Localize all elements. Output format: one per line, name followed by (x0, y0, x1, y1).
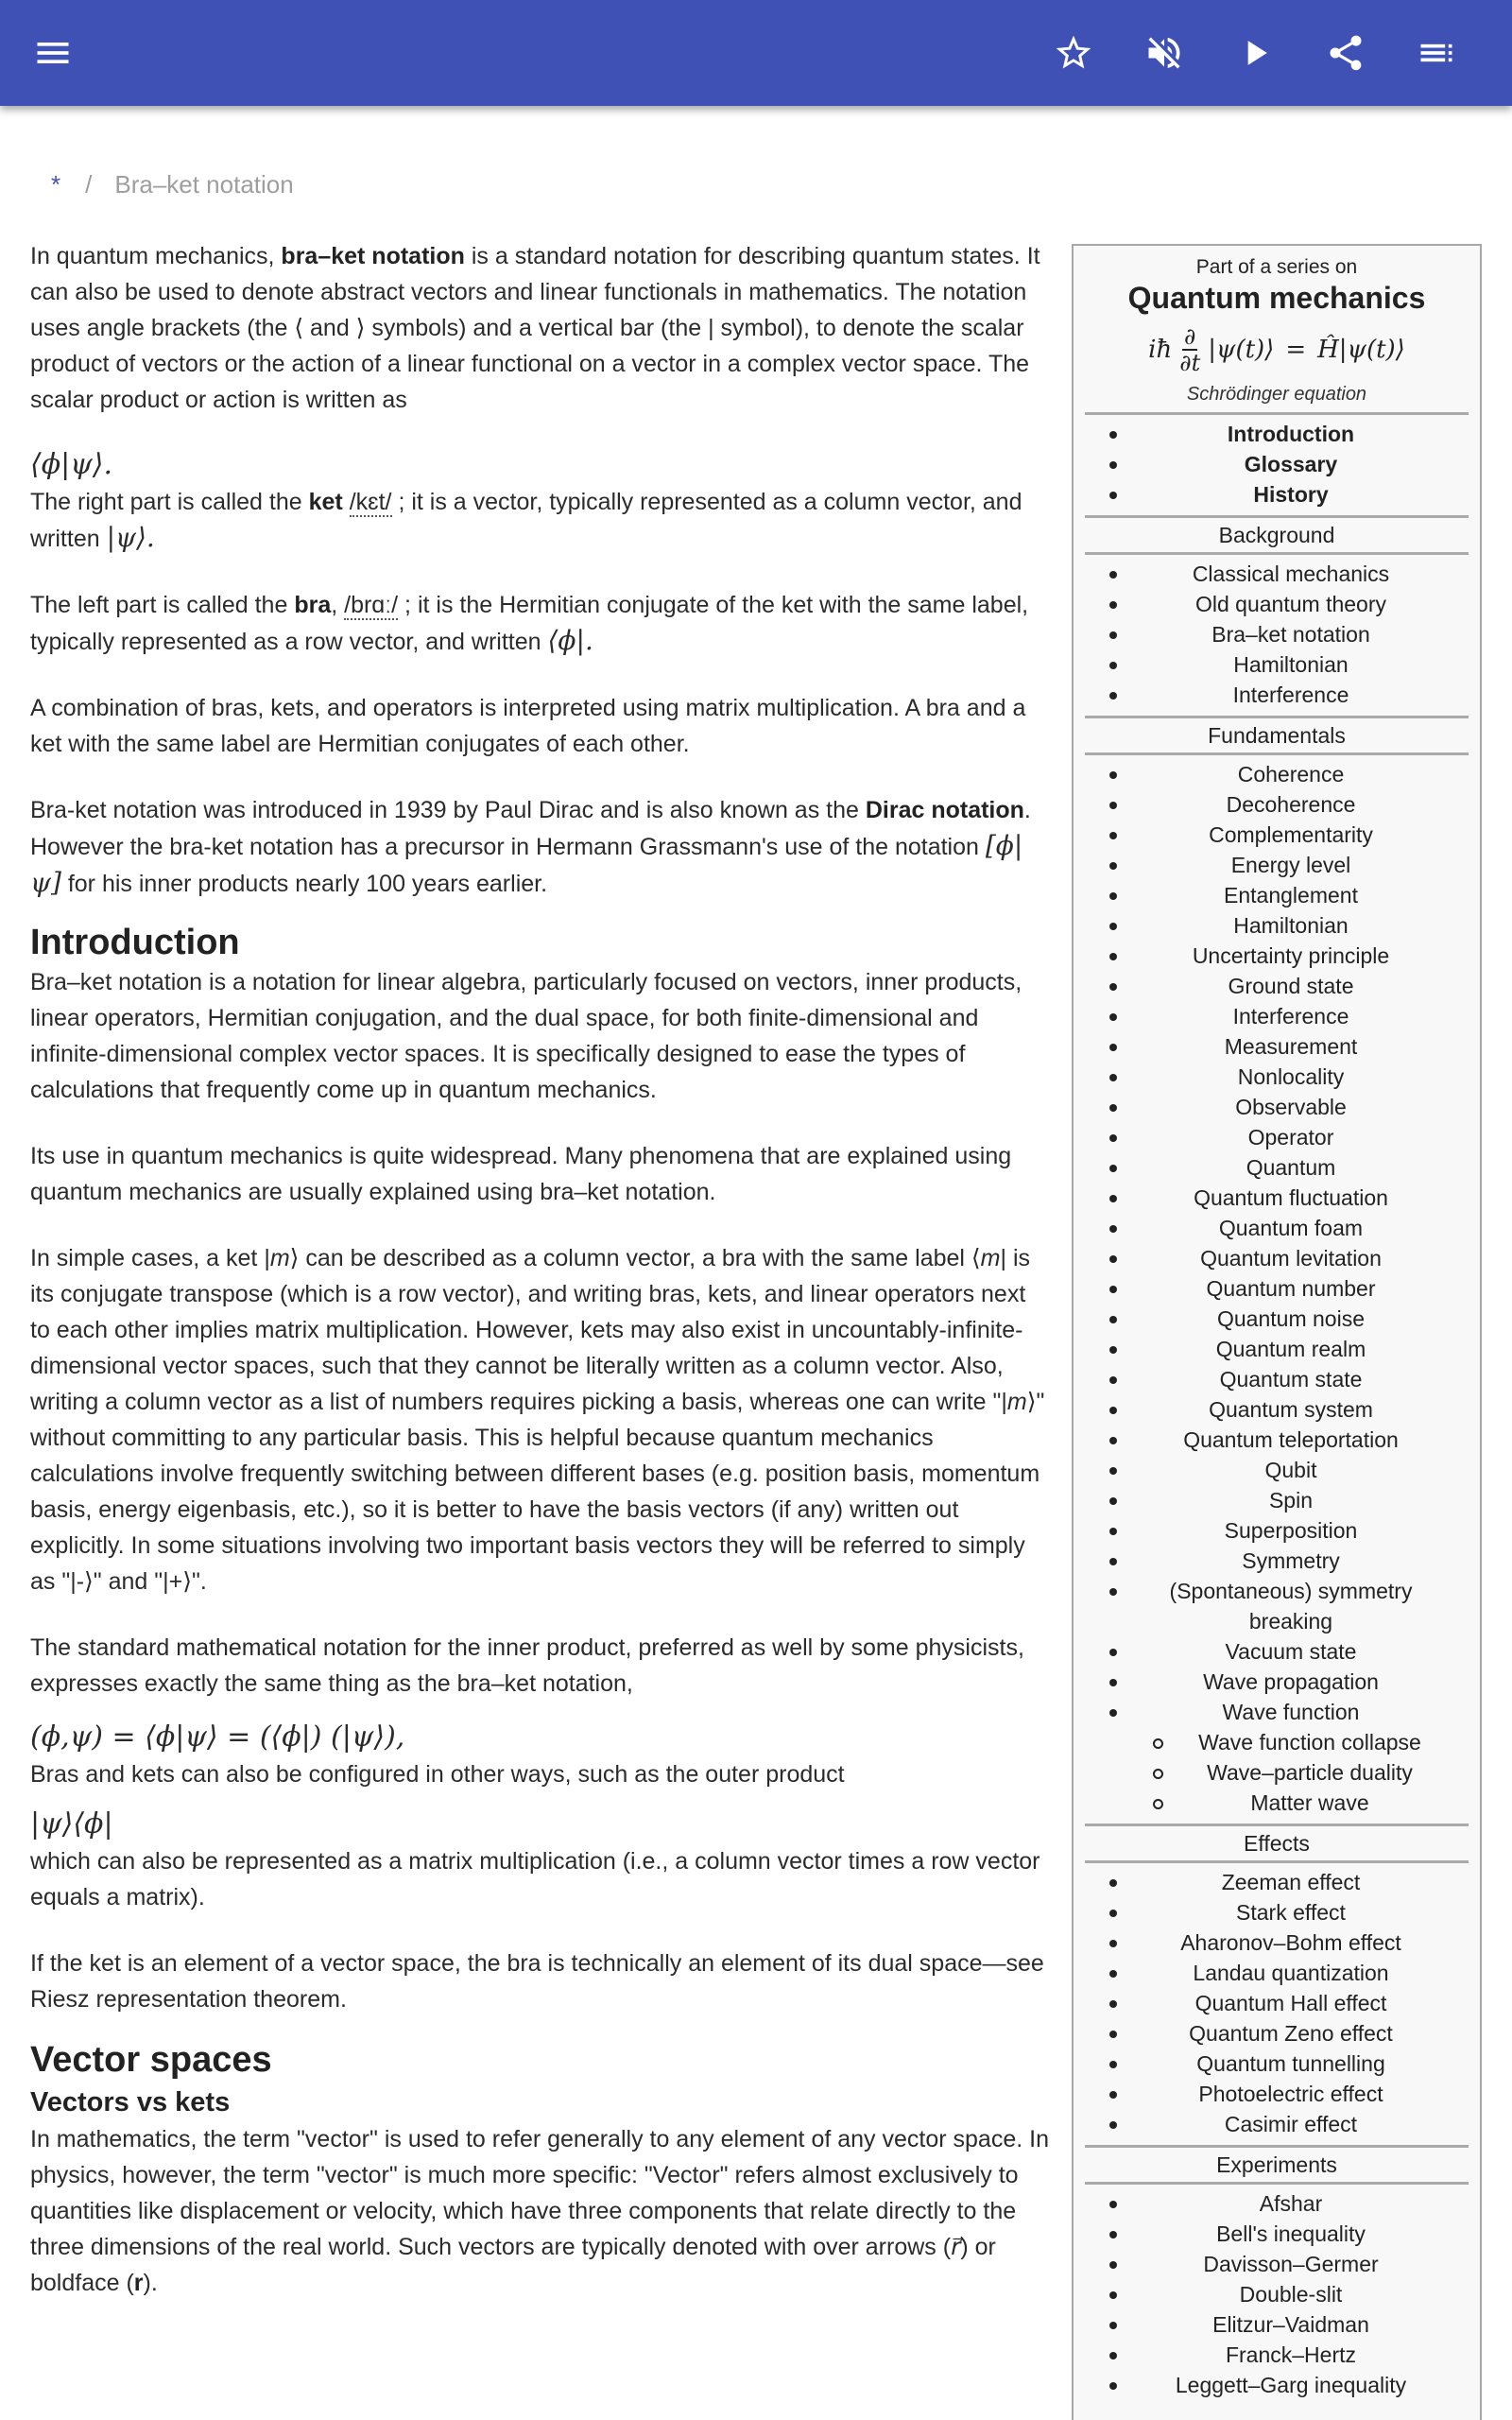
series-link-label: Quantum foam (1218, 1216, 1364, 1240)
series-link[interactable] (1074, 1031, 1480, 1062)
series-link-label: Matter wave (1250, 1790, 1369, 1815)
series-link-label: Decoherence (1226, 792, 1356, 817)
series-link-label: Spin (1268, 1488, 1314, 1512)
series-link-label: Franck–Hertz (1225, 2342, 1357, 2367)
series-link[interactable] (1074, 1425, 1480, 1455)
series-link[interactable] (1074, 1927, 1480, 1958)
breadcrumb-separator: / (85, 170, 93, 199)
divider (1085, 752, 1469, 755)
bookmark-button[interactable] (1043, 23, 1104, 83)
series-title[interactable]: Quantum mechanics (1127, 281, 1426, 315)
series-link-label: Hamiltonian (1233, 652, 1349, 677)
series-link[interactable] (1074, 2048, 1480, 2079)
breadcrumb-current: Bra–ket notation (114, 170, 294, 199)
series-groups (1074, 515, 1480, 2400)
introduction-paragraph-2: Its use in quantum mechanics is quite widespread. Many phenomena that are explained using quantum mechanics are usually explained using bra–ket notation. (30, 1143, 1012, 1205)
series-link[interactable] (1074, 2279, 1480, 2309)
series-link[interactable] (1074, 1867, 1480, 1897)
series-link-history[interactable] (1074, 479, 1480, 510)
series-link-label: Casimir effect (1224, 2112, 1358, 2136)
menu-icon (32, 32, 74, 74)
series-link[interactable] (1074, 850, 1480, 880)
equation-rhs: Ĥ|ψ(t)⟩ (1317, 336, 1405, 364)
series-link[interactable] (1074, 2109, 1480, 2139)
series-link[interactable] (1074, 1636, 1480, 1667)
series-link[interactable] (1074, 1546, 1480, 1576)
series-link-label: Glossary (1244, 452, 1338, 476)
series-link-label: Double-slit (1239, 2282, 1343, 2307)
introduction-paragraph-7: If the ket is an element of a vector space, the bra is technically an element of its dual space—see Riesz representation theorem. (30, 1950, 1044, 2013)
series-link[interactable] (1074, 1897, 1480, 1927)
series-link-label: Stark effect (1236, 1900, 1346, 1925)
series-link-label: Quantum teleportation (1183, 1427, 1399, 1452)
series-link[interactable] (1074, 1485, 1480, 1515)
introduction-paragraph-4: The standard mathematical notation for the inner product, preferred as well by some physicists, expresses exactly the same thing as the bra–ket notation, (30, 1634, 1024, 1697)
introduction-paragraph-3: In simple cases, a ket |m⟩ can be described as a column vector, a bra with the same label ⟨m| is its conjugate transpose (which is a row vector), and writing bras, kets, and linear operators next to each other implies matrix multiplication. However, kets may also exist in uncountably-infinite-dimensional vector spaces, such that they cannot be literally written as a column vector. Also, writing a column vector as a list of numbers requires picking a basis, whereas one can write "|m⟩" without committing to any particular basis. This is helpful because quantum mechanics calculations involve frequently switching between different bases (e.g. position basis, momentum basis, energy eigenbasis, etc.), so it is better to have the basis vectors (if any) written out explicitly. In some situations involving two important basis vectors they will be referred to simply as "|-⟩" and "|+⟩". (30, 1245, 1045, 1595)
equation-caption[interactable]: Schrödinger equation (1186, 384, 1367, 405)
group-title-effects: Effects (1244, 1831, 1310, 1856)
series-link[interactable] (1074, 680, 1480, 710)
series-link-label: Quantum state (1219, 1367, 1363, 1392)
series-link-label: Entanglement (1224, 883, 1358, 908)
series-link-label: Quantum Zeno effect (1189, 2021, 1393, 2046)
divider (1085, 412, 1469, 415)
ket-pronunciation[interactable]: /kɛt/ (349, 489, 392, 515)
vector-spaces-paragraph-1: In mathematics, the term "vector" is used to refer generally to any element of any vector space. In physics, however, the term "vector" is much more specific: "Vector" refers almost exclusively to quantities like displacement or velocity, which have three components that relate directly to the three dimensions of the real world. Such vectors are typically denoted with over arrows (r⃗) or boldface (r). (30, 2126, 1049, 2296)
series-link[interactable] (1074, 1576, 1480, 1636)
equation-equals: = (1285, 336, 1307, 364)
series-pretitle: Part of a series on (1195, 256, 1358, 278)
top-links-list (1074, 419, 1480, 510)
series-link-label: Complementarity (1209, 822, 1373, 847)
series-link[interactable] (1074, 2249, 1480, 2279)
series-link[interactable] (1074, 1958, 1480, 1988)
series-link-label: Ground state (1228, 974, 1354, 998)
series-link-label: Introduction (1227, 422, 1355, 446)
series-link-label: Quantum tunnelling (1196, 2051, 1385, 2076)
series-link[interactable] (1074, 1213, 1480, 1243)
series-link[interactable] (1074, 1364, 1480, 1394)
series-link[interactable] (1074, 1062, 1480, 1092)
series-link-label: Vacuum state (1225, 1639, 1357, 1664)
series-link-label: Landau quantization (1193, 1961, 1389, 1985)
app-bar (0, 0, 1512, 106)
volume-off-icon (1143, 32, 1185, 74)
toc-button[interactable] (1406, 23, 1467, 83)
heading-vectors-vs-kets: Vectors vs kets (30, 2087, 231, 2118)
series-link[interactable] (1074, 1988, 1480, 2018)
article-body (30, 238, 1051, 2331)
intro-paragraph-combination: A combination of bras, kets, and operators is interpreted using matrix multiplication. A bra and a ket with the same label are Hermitian conjugates of each other. (30, 695, 1026, 757)
series-link[interactable] (1074, 2018, 1480, 2048)
series-link-label: Quantum fluctuation (1194, 1185, 1388, 1210)
series-link-label: Wave propagation (1203, 1669, 1379, 1694)
series-link-label: Quantum (1246, 1155, 1336, 1180)
series-link[interactable] (1074, 589, 1480, 619)
group-title-fundamentals: Fundamentals (1208, 723, 1346, 748)
bra-pronunciation[interactable]: /brɑː/ (344, 592, 399, 618)
share-icon (1325, 32, 1366, 74)
series-link[interactable] (1074, 2188, 1480, 2219)
series-link[interactable] (1074, 880, 1480, 910)
series-link-label: Coherence (1237, 762, 1345, 786)
series-link-label: Superposition (1224, 1518, 1358, 1543)
group-list (1074, 759, 1480, 1818)
series-link-label: Operator (1247, 1125, 1334, 1150)
intro-paragraph-history: Bra-ket notation was introduced in 1939 by Paul Dirac and is also known as the Dirac notation. However the bra-ket notation has a precursor in Hermann Grassmann's use of the notation [ϕ|ψ] for his inner products nearly 100 years earlier. (30, 797, 1031, 898)
equation-prefix: iħ (1148, 336, 1173, 364)
series-link-label: Nonlocality (1237, 1064, 1345, 1089)
mute-button[interactable] (1134, 23, 1194, 83)
series-link[interactable] (1074, 1001, 1480, 1031)
series-link[interactable] (1074, 971, 1480, 1001)
series-infobox (1072, 244, 1482, 2420)
series-link-glossary[interactable] (1074, 449, 1480, 479)
series-sublink[interactable] (1074, 1788, 1480, 1818)
series-link-label: Davisson–Germer (1203, 2252, 1379, 2276)
introduction-paragraph-1: Bra–ket notation is a notation for linear algebra, particularly focused on vectors, inner products, linear operators, Hermitian conjugation, and the dual space, for both finite-dimensional and infinite-dimensional complex vector spaces. It is specifically designed to ease the types of calculations that frequently come up in quantum mechanics. (30, 969, 1022, 1103)
series-link-label: Classical mechanics (1192, 562, 1390, 586)
series-link-label: Wave function collapse (1198, 1730, 1421, 1754)
star-outline-icon (1053, 32, 1094, 74)
divider (1085, 2182, 1469, 2185)
series-link[interactable] (1074, 941, 1480, 971)
introduction-paragraph-5: Bras and kets can also be configured in other ways, such as the outer product (30, 1761, 845, 1788)
share-button[interactable] (1315, 23, 1376, 83)
series-link[interactable] (1074, 759, 1480, 789)
series-link[interactable] (1074, 2079, 1480, 2109)
series-link-label: Old quantum theory (1194, 592, 1386, 616)
series-link[interactable] (1074, 1243, 1480, 1273)
series-link[interactable] (1074, 910, 1480, 941)
series-link-label: Quantum levitation (1200, 1246, 1382, 1270)
group-list (1074, 559, 1480, 710)
schrodinger-equation (1074, 325, 1480, 374)
series-link-label: Qubit (1264, 1458, 1317, 1482)
series-link-label: Interference (1232, 683, 1349, 707)
group-list (1074, 2188, 1480, 2400)
heading-introduction: Introduction (30, 923, 240, 962)
play-icon (1234, 32, 1276, 74)
series-link-label: Wave–particle duality (1207, 1760, 1413, 1785)
divider (1085, 1860, 1469, 1863)
play-button[interactable] (1225, 23, 1285, 83)
series-link-label: Bell's inequality (1216, 2221, 1366, 2246)
series-link-label: Quantum Hall effect (1194, 1991, 1387, 2015)
series-link-label: Bra–ket notation (1211, 622, 1370, 647)
series-link-label: Leggett–Garg inequality (1175, 2373, 1407, 2397)
series-link[interactable] (1074, 1394, 1480, 1425)
series-link-label: Wave function (1222, 1700, 1360, 1724)
menu-button[interactable] (23, 23, 83, 83)
series-link[interactable] (1074, 649, 1480, 680)
series-link[interactable] (1074, 619, 1480, 649)
inner-product-equivalence-formula: (ϕ,ψ) = ⟨ϕ|ψ⟩ = (⟨ϕ|) (|ψ⟩), (30, 1720, 405, 1754)
group-title-background: Background (1218, 523, 1335, 547)
series-link[interactable] (1074, 1092, 1480, 1122)
series-link-label: Elitzur–Vaidman (1212, 2312, 1369, 2337)
series-link[interactable] (1074, 789, 1480, 820)
series-link-label: Photoelectric effect (1198, 2082, 1383, 2106)
series-link-label: Afshar (1259, 2191, 1323, 2216)
outer-product-formula: |ψ⟩⟨ϕ| (30, 1807, 113, 1841)
series-link[interactable] (1074, 559, 1480, 589)
series-link[interactable] (1074, 1152, 1480, 1183)
series-link[interactable] (1074, 1183, 1480, 1213)
series-link[interactable] (1074, 1334, 1480, 1364)
inner-product-formula: ⟨ϕ|ψ⟩. (30, 448, 113, 481)
group-title-experiments: Experiments (1216, 2152, 1337, 2177)
series-link-label: Interference (1232, 1004, 1349, 1028)
equation-lhs: |ψ(t)⟩ (1208, 336, 1275, 364)
series-link[interactable] (1074, 2309, 1480, 2340)
series-link-label: Quantum realm (1215, 1337, 1366, 1361)
series-link-label: Zeeman effect (1221, 1870, 1361, 1894)
series-link-label: Observable (1235, 1095, 1347, 1119)
series-link[interactable] (1074, 2340, 1480, 2370)
series-link[interactable] (1074, 2370, 1480, 2400)
introduction-paragraph-6: which can also be represented as a matrix multiplication (i.e., a column vector times a row vector equals a matrix). (30, 1848, 1040, 1910)
series-link[interactable] (1074, 1697, 1480, 1727)
series-link[interactable] (1074, 1515, 1480, 1546)
series-link-label: Quantum noise (1217, 1306, 1365, 1331)
series-link-label: (Spontaneous) symmetry breaking (1169, 1579, 1413, 1634)
playlist-icon (1416, 32, 1457, 74)
intro-paragraph-ket: The right part is called the ket /kɛt/ ; it is a vector, typically represented as a column vector, and written |ψ⟩. (30, 489, 1022, 553)
series-link[interactable] (1074, 1455, 1480, 1485)
series-link[interactable] (1074, 1122, 1480, 1152)
series-link-label: Measurement (1224, 1034, 1358, 1059)
breadcrumb (51, 170, 294, 199)
series-link-label: Quantum system (1209, 1397, 1373, 1422)
series-link[interactable] (1074, 2219, 1480, 2249)
intro-paragraph-1: In quantum mechanics, bra–ket notation is a standard notation for describing quantum states. It can also be used to denote abstract vectors and linear functionals in mathematics. The notation uses angle brackets (the ⟨ and ⟩ symbols) and a vertical bar (the | symbol), to denote the scalar product of vectors or the action of a linear functional on a vector in a complex vector space. The scalar product or action is written as (30, 243, 1040, 413)
series-link-label: Aharonov–Bohm effect (1180, 1930, 1401, 1955)
series-link[interactable] (1074, 1667, 1480, 1697)
intro-paragraph-bra: The left part is called the bra, /brɑː/ ; it is the Hermitian conjugate of the ket with the same label, typically represented as a row vector, and written ⟨ϕ|. (30, 592, 1029, 656)
series-link[interactable] (1074, 1273, 1480, 1304)
equation-fraction: $\frac{\partial}{\partial t}$ (1179, 323, 1201, 376)
series-link-introduction[interactable] (1074, 419, 1480, 449)
series-link-label: Uncertainty principle (1192, 943, 1390, 968)
breadcrumb-home-link[interactable]: * (51, 170, 61, 199)
series-link[interactable] (1074, 820, 1480, 850)
series-link-label: Hamiltonian (1233, 913, 1349, 938)
divider (1085, 552, 1469, 555)
series-link-label: Energy level (1230, 853, 1351, 877)
series-link-label: Quantum number (1206, 1276, 1376, 1301)
series-sublink[interactable] (1074, 1757, 1480, 1788)
group-list (1074, 1867, 1480, 2139)
series-sublink[interactable] (1074, 1727, 1480, 1757)
series-link-label: Symmetry (1242, 1548, 1340, 1573)
series-link-label: History (1253, 482, 1329, 507)
heading-vector-spaces: Vector spaces (30, 2040, 272, 2080)
series-link[interactable] (1074, 1304, 1480, 1334)
